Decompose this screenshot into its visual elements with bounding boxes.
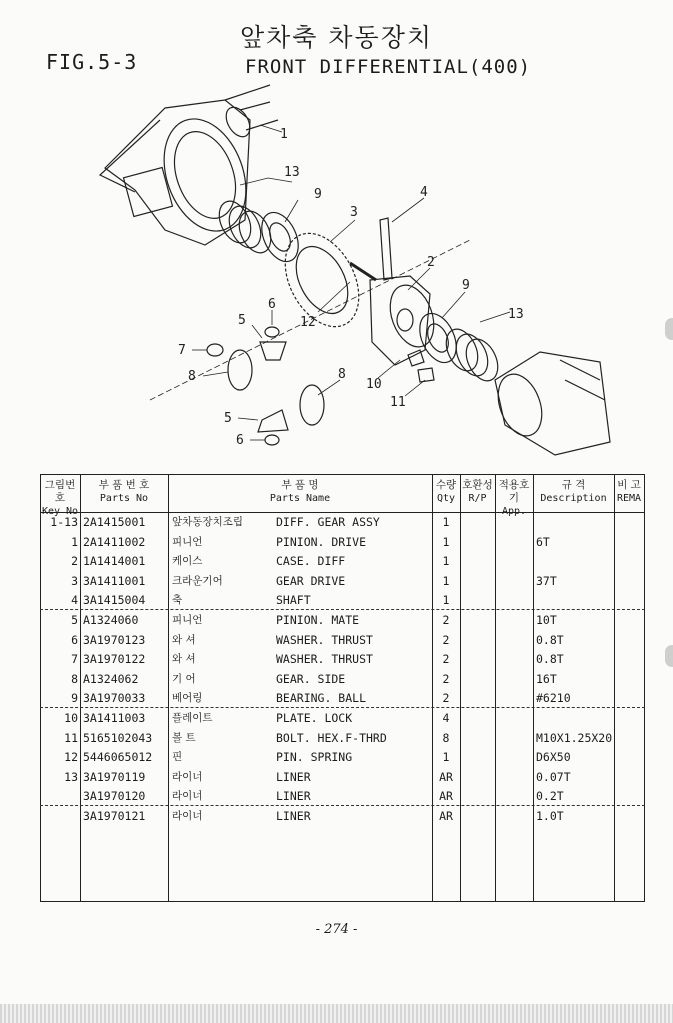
table-cell-key: 1-13 xyxy=(50,515,78,529)
table-cell-name-en: PINION. DRIVE xyxy=(276,534,367,549)
callout-13-left: 13 xyxy=(284,165,300,180)
table-cell-name-kr: 라이너 xyxy=(172,790,203,803)
parts-table xyxy=(40,474,645,902)
table-cell-qty: 1 xyxy=(442,554,450,569)
table-cell-part-no: 3A1970120 xyxy=(83,789,146,804)
figure-label: FIG.5-3 xyxy=(46,50,138,74)
header-description: 규 격 Description xyxy=(540,479,607,504)
table-cell-name-en: LINER xyxy=(276,769,311,784)
header-key-no: 그림번호 Key No xyxy=(41,479,79,517)
table-cell-qty: 4 xyxy=(442,711,450,725)
table-cell-desc: D6X50 xyxy=(536,750,571,765)
table-cell-key: 1 xyxy=(71,534,78,549)
table-cell-part-no: A1324062 xyxy=(83,671,139,686)
washer-thrust-top xyxy=(265,327,279,337)
callout-5-bottom: 5 xyxy=(224,411,232,426)
binder-hole-top xyxy=(665,318,673,340)
table-cell-name-kr: 와 셔 xyxy=(172,633,196,646)
table-cell-key: 4 xyxy=(71,593,78,608)
table-cell-desc: 0.8T xyxy=(536,632,564,647)
callout-8-left: 8 xyxy=(188,369,196,384)
table-cell-desc: 0.2T xyxy=(536,789,564,804)
table-cell-part-no: 3A1970121 xyxy=(83,809,146,823)
callout-6-top: 6 xyxy=(268,297,276,312)
table-cell-desc: #6210 xyxy=(536,691,571,706)
korean-title: 앞차축 차동장치 xyxy=(240,23,433,52)
table-cell-key: 7 xyxy=(71,652,78,667)
header-parts-no: 부 품 번 호 Parts No xyxy=(98,479,150,504)
table-cell-part-no: 2A1411002 xyxy=(83,534,146,549)
table-cell-part-no: 5165102043 xyxy=(83,730,153,745)
table-cell-name-en: GEAR. SIDE xyxy=(276,671,346,686)
header-qty: 수량 Qty xyxy=(435,479,457,504)
right-axle-housing xyxy=(495,352,610,455)
table-cell-name-en: WASHER. THRUST xyxy=(276,652,373,667)
table-cell-name-en: BEARING. BALL xyxy=(276,691,367,706)
table-cell-name-en: WASHER. THRUST xyxy=(276,632,373,647)
table-cell-name-kr: 플레이트 xyxy=(172,712,213,724)
side-gear-right xyxy=(300,385,324,425)
table-cell-key: 5 xyxy=(71,613,78,627)
table-cell-qty: 2 xyxy=(442,632,450,647)
table-cell-name-kr: 케이스 xyxy=(172,555,203,568)
table-cell-name-en: LINER xyxy=(276,789,311,804)
side-gear-left xyxy=(228,350,252,390)
table-cell-name-en: PIN. SPRING xyxy=(276,750,353,765)
washer-thrust-bottom xyxy=(265,435,279,445)
table-cell-desc: 10T xyxy=(536,613,557,627)
table-cell-name-kr: 라이너 xyxy=(172,810,203,822)
table-cell-qty: 8 xyxy=(442,730,450,745)
table-cell-key: 11 xyxy=(64,730,78,745)
table-cell-key: 3 xyxy=(71,573,78,588)
table-cell-qty: 1 xyxy=(442,750,450,765)
callout-2: 2 xyxy=(427,255,435,270)
washer-thrust-left xyxy=(207,344,223,356)
callout-12: 12 xyxy=(300,315,316,330)
table-cell-part-no: 1A1414001 xyxy=(83,554,146,569)
table-cell-qty: AR xyxy=(439,769,453,784)
callout-5-top: 5 xyxy=(238,313,246,328)
table-cell-name-en: SHAFT xyxy=(276,593,311,608)
table-cell-part-no: 2A1415001 xyxy=(83,515,146,529)
table-cell-name-kr: 앞차동장치조립 xyxy=(172,516,244,528)
table-cell-desc: 0.07T xyxy=(536,769,571,784)
left-axle-housing xyxy=(105,100,250,245)
table-cell-part-no: 3A1411003 xyxy=(83,711,146,725)
table-cell-name-en: PINION. MATE xyxy=(276,613,360,627)
callout-13-right: 13 xyxy=(508,307,524,322)
page-number: - 274 - xyxy=(315,922,358,937)
callout-9-right: 9 xyxy=(462,278,470,293)
callout-7: 7 xyxy=(178,343,186,358)
table-cell-qty: 2 xyxy=(442,652,450,667)
callout-1: 1 xyxy=(280,127,288,142)
table-cell-part-no: 3A1415004 xyxy=(83,593,146,608)
table-cell-key: 10 xyxy=(64,711,78,725)
bearing-right xyxy=(413,308,464,369)
table-cell-qty: 2 xyxy=(442,691,450,706)
table-cell-name-en: CASE. DIFF xyxy=(276,554,346,569)
exploded-parts-diagram xyxy=(0,80,673,470)
callout-8-right: 8 xyxy=(338,367,346,382)
header-parts-name: 부 품 명 Parts Name xyxy=(269,479,331,504)
table-cell-part-no: 3A1970123 xyxy=(83,632,146,647)
table-cell-name-kr: 기 어 xyxy=(172,672,196,685)
callout-9-left: 9 xyxy=(314,187,322,202)
table-cell-key: 8 xyxy=(71,671,78,686)
table-cell-name-kr: 와 셔 xyxy=(172,653,196,666)
table-cell-desc: 37T xyxy=(536,573,557,588)
table-cell-desc: 0.8T xyxy=(536,652,564,667)
table-cell-key: 2 xyxy=(71,554,78,569)
table-cell-name-kr: 볼 트 xyxy=(172,731,196,744)
table-cell-part-no: 3A1970033 xyxy=(83,691,146,706)
header-rp: 호환성 R/P xyxy=(462,479,493,504)
callout-10: 10 xyxy=(366,377,382,392)
table-cell-name-kr: 피니언 xyxy=(172,535,203,548)
table-cell-name-en: LINER xyxy=(276,809,311,823)
crown-gear xyxy=(270,221,373,339)
table-cell-part-no: 5446065012 xyxy=(83,750,153,765)
table-cell-qty: 1 xyxy=(442,534,450,549)
table-cell-qty: 2 xyxy=(442,613,450,627)
table-cell-qty: 1 xyxy=(442,573,450,588)
pinion-mate-top xyxy=(260,342,286,360)
table-cell-desc: 6T xyxy=(536,534,550,549)
callout-11: 11 xyxy=(390,395,406,410)
table-cell-qty: 1 xyxy=(442,515,450,529)
table-cell-key: 6 xyxy=(71,632,78,647)
table-cell-desc: M10X1.25X20 xyxy=(536,730,613,745)
table-cell-name-en: DIFF. GEAR ASSY xyxy=(276,515,380,529)
table-cell-key: 12 xyxy=(64,750,78,765)
table-cell-desc: 1.0T xyxy=(536,809,564,823)
scan-edge-strip xyxy=(0,1004,673,1023)
table-cell-name-kr: 축 xyxy=(172,594,183,607)
callout-6-bottom: 6 xyxy=(236,433,244,448)
header-app: 적용호기 App. xyxy=(498,479,530,517)
shaft xyxy=(380,218,392,280)
table-cell-part-no: 3A1970122 xyxy=(83,652,146,667)
pinion-mate-bottom xyxy=(258,410,288,432)
binder-hole-bottom xyxy=(665,645,673,667)
header-rema: 비 고 REMA xyxy=(616,479,642,504)
table-cell-qty: 1 xyxy=(442,593,450,608)
english-title: FRONT DIFFERENTIAL(400) xyxy=(245,56,532,78)
table-cell-qty: 2 xyxy=(442,671,450,686)
table-cell-key: 9 xyxy=(71,691,78,706)
callout-3: 3 xyxy=(350,205,358,220)
table-cell-name-kr: 핀 xyxy=(172,751,183,764)
table-cell-name-kr: 피니언 xyxy=(172,614,203,626)
table-cell-part-no: 3A1970119 xyxy=(83,769,146,784)
table-cell-name-kr: 베어링 xyxy=(172,692,203,705)
table-cell-part-no: A1324060 xyxy=(83,613,139,627)
table-cell-key: 13 xyxy=(64,769,78,784)
table-cell-desc: 16T xyxy=(536,671,557,686)
table-cell-name-en: BOLT. HEX.F-THRD xyxy=(276,730,387,745)
callout-4: 4 xyxy=(420,185,428,200)
table-cell-name-kr: 라이너 xyxy=(172,770,203,783)
table-cell-part-no: 3A1411001 xyxy=(83,573,146,588)
table-cell-qty: AR xyxy=(439,789,453,804)
table-cell-name-en: GEAR DRIVE xyxy=(276,573,346,588)
table-cell-qty: AR xyxy=(439,809,453,823)
table-cell-name-en: PLATE. LOCK xyxy=(276,711,353,725)
table-cell-name-kr: 크라운기어 xyxy=(172,574,223,587)
